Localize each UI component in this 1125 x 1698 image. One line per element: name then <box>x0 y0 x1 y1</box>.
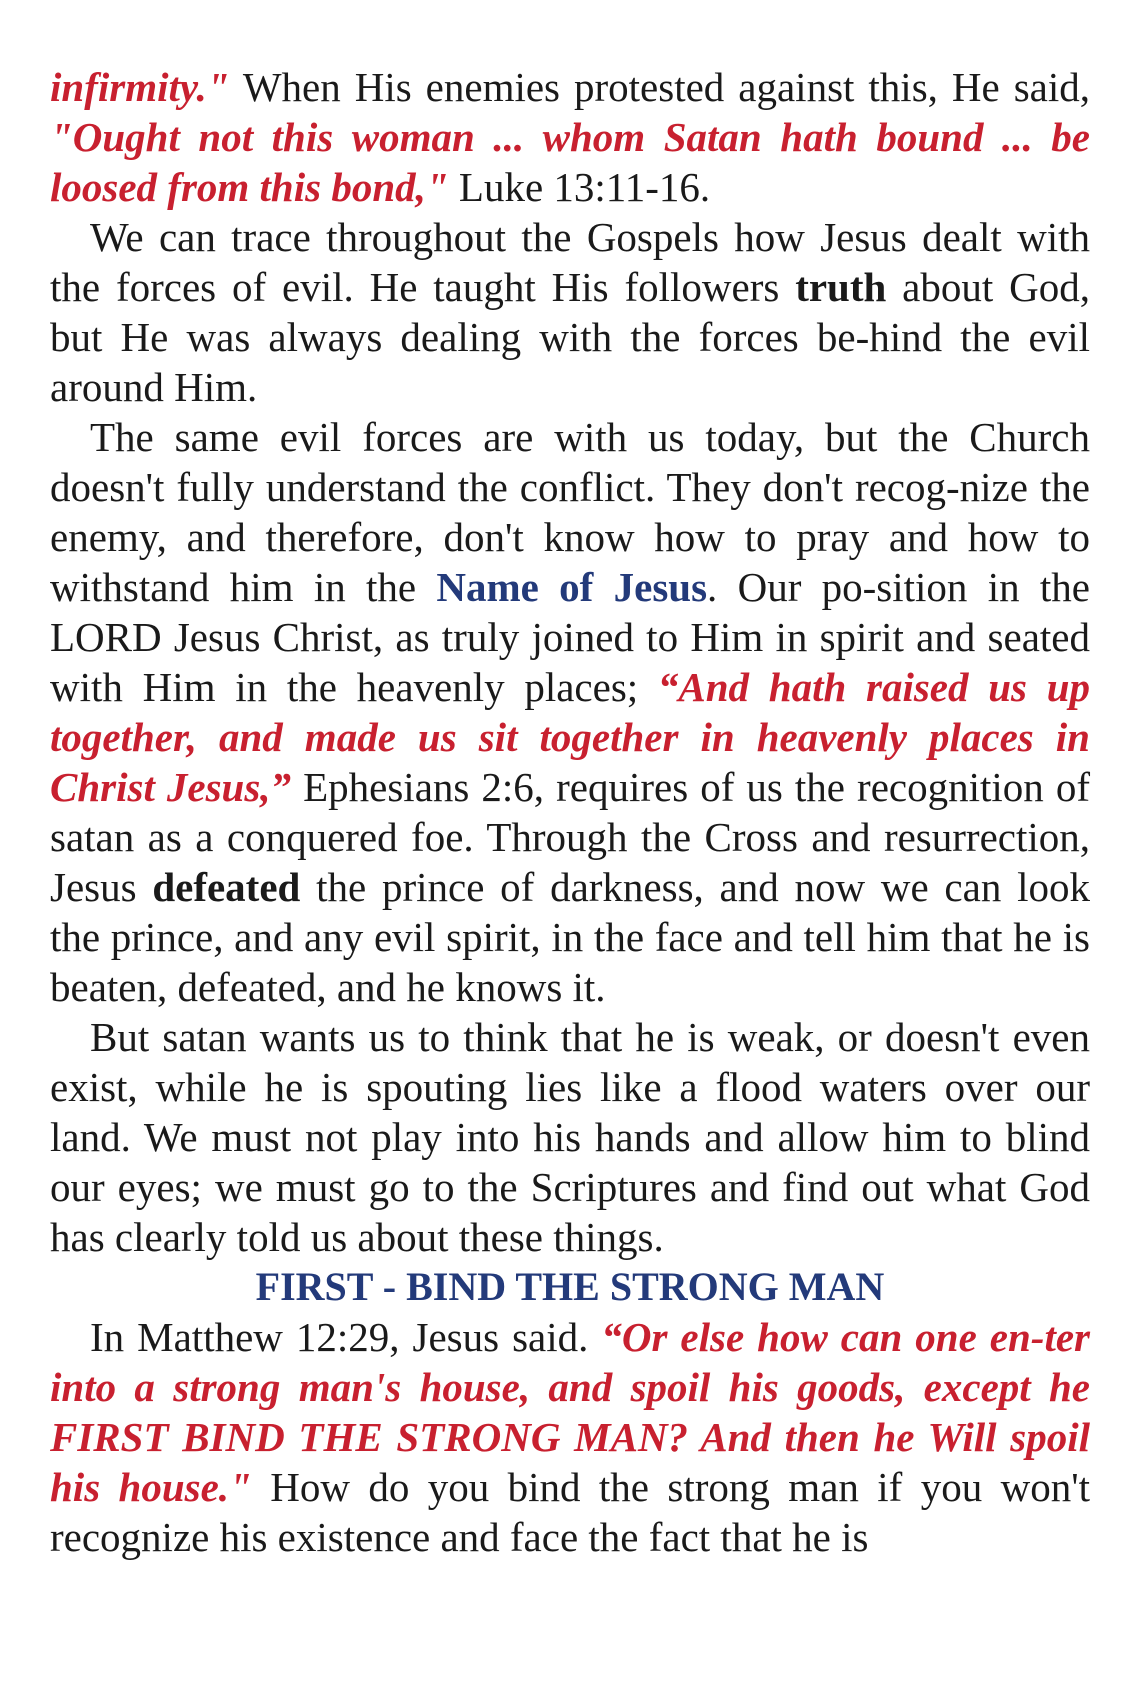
paragraph-gospels <box>50 212 1090 412</box>
body-text: When His enemies protested against this, He said, <box>229 64 1090 110</box>
page-body <box>50 62 1090 1562</box>
paragraph-infirmity <box>50 62 1090 212</box>
scripture-quote: “And hath raised us up together, and made us sit together in heavenly places in Christ Jesus,” <box>50 664 1090 810</box>
body-text: . Our po-sition in the LORD Jesus Christ, as truly joined to Him in spirit and seated with Him in the heavenly places; <box>50 564 1090 710</box>
body-text: We can trace throughout the Gospels how Jesus dealt with the forces of evil. He taught His followers <box>50 214 1090 310</box>
body-text: about God, but He was always dealing with the forces be-hind the evil around Him. <box>50 264 1090 410</box>
scripture-reference: Luke 13:11-16. <box>448 164 711 210</box>
body-text: Ephesians 2:6, requires of us the recognition of satan as a conquered foe. Through the Cross and resurrection, Jesus <box>50 764 1090 910</box>
paragraph-satan-lies <box>50 1012 1090 1262</box>
emphasis-text: truth <box>795 264 887 310</box>
body-text: How do you bind the strong man if you won't recognize his existence and face the fact that he is <box>50 1464 1091 1560</box>
body-text: But satan wants us to think that he is weak, or doesn't even exist, while he is spouting lies like a flood waters over our land. We must not play into his hands and allow him to blind our eyes; we must go to the Scriptures and find out what God has clearly told us about these things. <box>50 1014 1090 1260</box>
section-heading: FIRST - BIND THE STRONG MAN <box>255 1264 885 1309</box>
scripture-quote: “Or else how can one en-ter into a strong man's house, and spoil his goods, except he FIRST BIND THE STRONG MAN? And then he Will spoil his house." <box>50 1314 1090 1510</box>
scripture-quote: infirmity." <box>50 64 230 110</box>
scripture-quote: "Ought not this woman ... whom Satan hath bound ... be loosed from this bond," <box>50 114 1090 210</box>
name-of-jesus-highlight: Name of Jesus <box>436 564 708 610</box>
paragraph-matthew <box>50 1312 1090 1562</box>
body-text: The same evil forces are with us today, but the Church doesn't fully understand the conflict. They don't recog-nize the enemy, and therefore, don't know how to pray and how to withstand him in the <box>50 414 1090 610</box>
body-text: the prince of darkness, and now we can look the prince, and any evil spirit, in the face and tell him that he is beaten, defeated, and he knows it. <box>50 864 1090 1010</box>
paragraph-evil-forces <box>50 412 1090 1012</box>
emphasis-text: defeated <box>152 864 301 910</box>
body-text: In Matthew 12:29, Jesus said. <box>90 1314 602 1360</box>
